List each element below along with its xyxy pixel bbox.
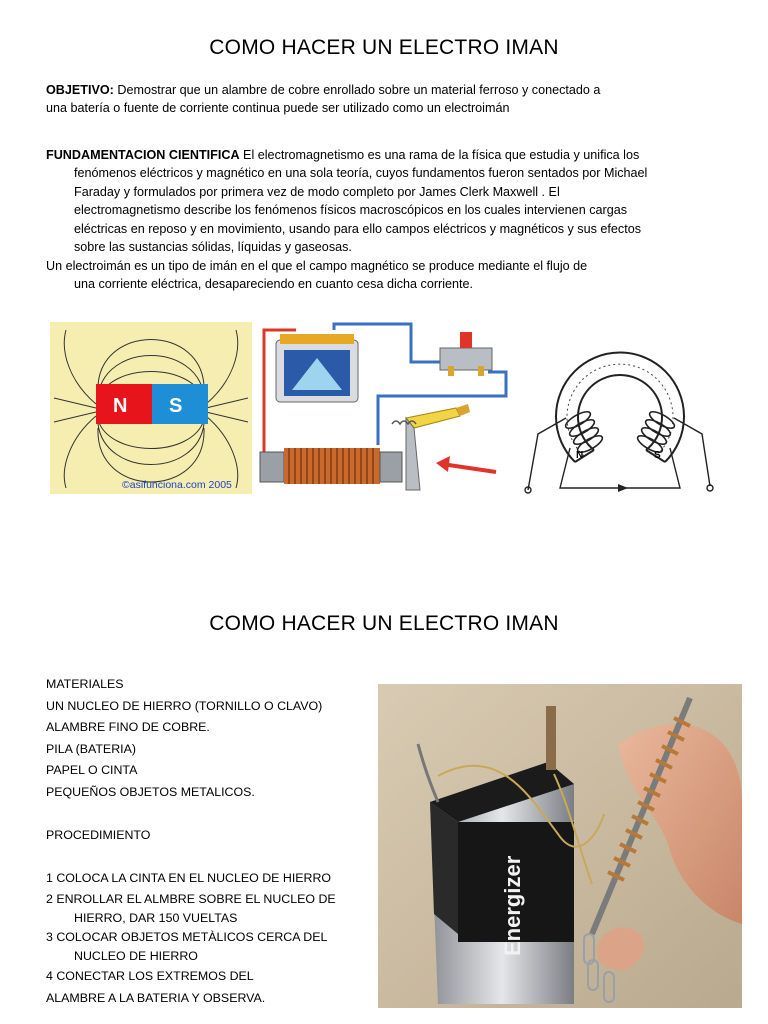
list-item: PEQUEÑOS OBJETOS METALICOS. bbox=[46, 784, 255, 799]
list-item: 3 COLOCAR OBJETOS METÀLICOS CERCA DEL bbox=[46, 929, 328, 944]
battery-electromagnet-photo bbox=[378, 684, 742, 1008]
objetivo-label: OBJETIVO: bbox=[46, 83, 114, 97]
list-item: HIERRO, DAR 150 VUELTAS bbox=[74, 910, 238, 925]
fundamentacion-label: FUNDAMENTACION CIENTIFICA bbox=[46, 148, 240, 162]
battery-brand-text: Energizer bbox=[500, 855, 525, 956]
ring-s-label: S bbox=[654, 450, 661, 461]
list-item: PROCEDIMIENTO bbox=[46, 828, 151, 843]
list-item: 4 CONECTAR LOS EXTREMOS DEL bbox=[46, 968, 254, 983]
fundamentacion-line-2: fenómenos eléctricos y magnético en una sola teoría, cuyos fundamentos fueron sentados por Michael bbox=[74, 166, 648, 181]
list-item: 1 COLOCA LA CINTA EN EL NUCLEO DE HIERRO bbox=[46, 871, 332, 886]
fundamentacion-text: El electromagnetismo es una rama de la física que estudia y unifica los bbox=[239, 148, 640, 162]
list-item: PAPEL O CINTA bbox=[46, 763, 138, 778]
credit-text: ©asifunciona.com 2005 bbox=[122, 479, 232, 491]
list-item: PILA (BATERIA) bbox=[46, 741, 136, 756]
list-item: MATERIALES bbox=[46, 677, 124, 691]
magnet-s-label: S bbox=[169, 395, 183, 417]
objetivo-paragraph bbox=[46, 81, 726, 118]
list-spacer bbox=[46, 847, 376, 869]
ring-electromagnet-image bbox=[520, 322, 720, 498]
fundamentacion-line-5: eléctricas en reposo y en movimiento, usando para ello campos eléctricos y magnéticos y sus efectos bbox=[74, 221, 641, 236]
fundamentacion-paragraph bbox=[46, 146, 726, 256]
list-item: 2 ENROLLAR EL ALMBRE SOBRE EL NUCLEO DE bbox=[46, 891, 336, 906]
list-item: NUCLEO DE HIERRO bbox=[74, 948, 198, 963]
objetivo-text-2: una batería o fuente de corriente continua puede ser utilizado como un electroimán bbox=[46, 101, 510, 116]
fundamentacion-line-4: electromagnetismo describe los fenómenos físicos macroscópicos en los cuales intervienen cargas bbox=[74, 203, 627, 218]
ring-n-label: N bbox=[576, 450, 584, 461]
definicion-paragraph bbox=[46, 257, 726, 294]
definicion-line-2: una corriente eléctrica, desapareciendo en cuanto cesa dicha corriente. bbox=[74, 277, 474, 292]
list-item: UN NUCLEO DE HIERRO (TORNILLO O CLAVO) bbox=[46, 698, 323, 713]
magnet-n-label: N bbox=[113, 395, 128, 417]
page-title: COMO HACER UN ELECTRO IMAN bbox=[209, 36, 559, 59]
fundamentacion-line-6: sobre las sustancias sólidas, líquidas y gaseosas. bbox=[74, 240, 352, 255]
definicion-line-1: Un electroimán es un tipo de imán en el que el campo magnético se produce mediante el flujo de bbox=[46, 259, 588, 273]
list-item: ALAMBRE FINO DE COBRE. bbox=[46, 720, 210, 735]
objetivo-text: Demostrar que un alambre de cobre enrollado sobre un material ferroso y conectado a bbox=[113, 83, 601, 97]
section-2-title: COMO HACER UN ELECTRO IMAN bbox=[209, 612, 559, 635]
list-spacer bbox=[46, 804, 376, 826]
electromagnet-circuit-image bbox=[256, 320, 518, 498]
list-item: ALAMBRE A LA BATERIA Y OBSERVA. bbox=[46, 990, 266, 1005]
magnet-field-image bbox=[50, 322, 252, 494]
fundamentacion-line-3: Faraday y formulados por primera vez de modo completo por James Clerk Maxwell . El bbox=[74, 184, 560, 199]
materials-procedure-list bbox=[46, 674, 376, 1009]
